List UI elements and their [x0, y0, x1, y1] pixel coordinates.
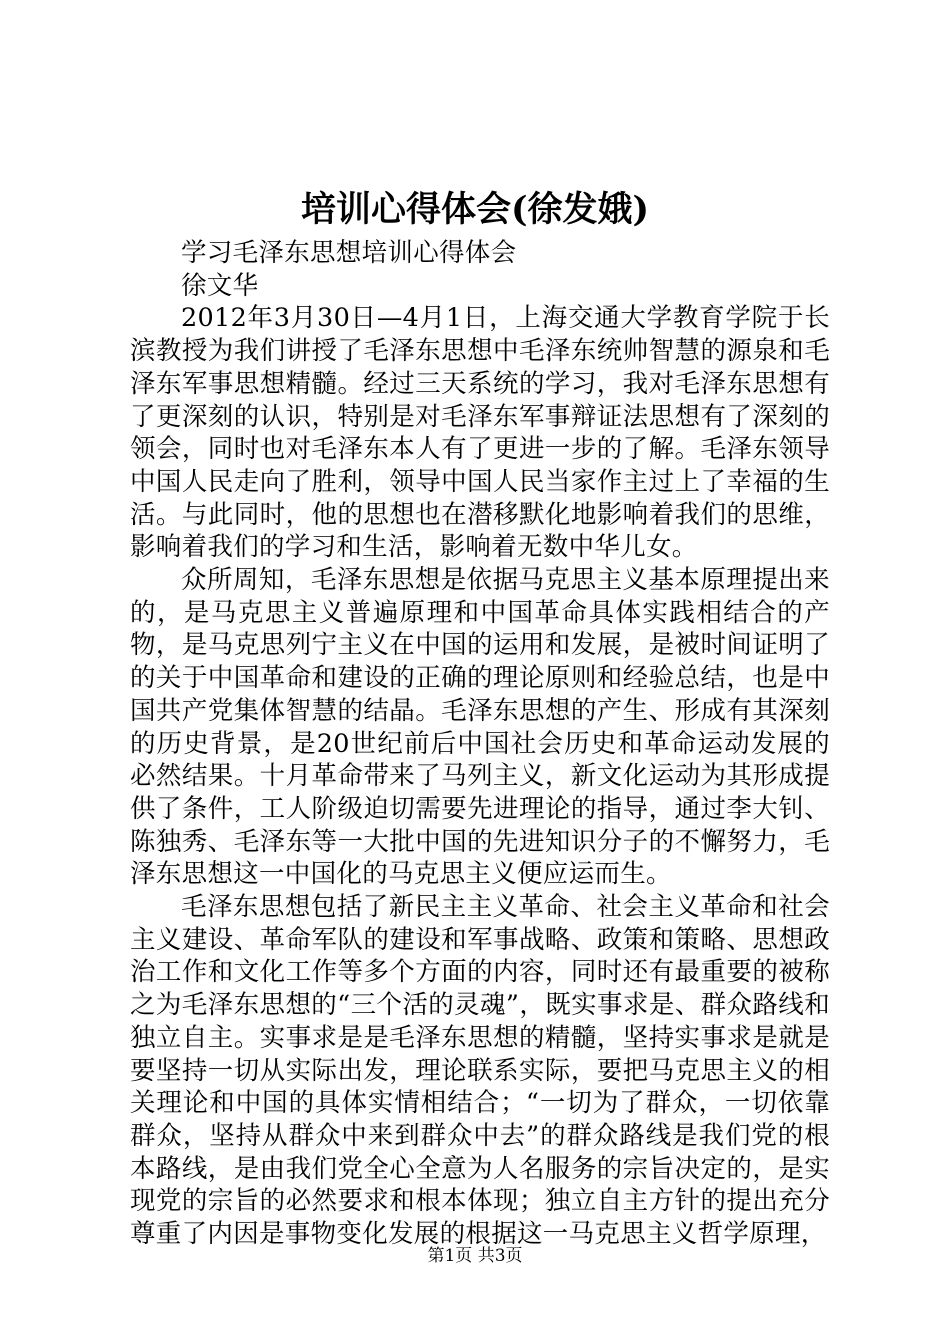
document-title: 培训心得体会(徐发娥) — [300, 189, 650, 230]
document-author: 徐文华 — [181, 270, 259, 301]
paragraph-3: 毛泽东思想包括了新民主主义革命、社会主义革命和社会主义建设、革命军队的建设和军事战略、政策和策略、思想政治工作和文化工作等多个方面的内容，同时还有最重要的被称之为毛泽东思想的“三个活的灵魂”，既实事求是、群众路线和独立自主。实事求是是毛泽东思想的精髓，坚持实事求是就是要坚持一切从实际出发，理论联系实际，要把马克思主义的相关理论和中国的具体实情相结合；“一切为了群众，一切依靠群众，坚持从群众中来到群众中去”的群众路线是我们党的根本路线，是由我们党全心全意为人名服务的宗旨决定的，是实现党的宗旨的必然要求和根本体现；独立自主方针的提出充分尊重了内因是事物变化发展的根据这一马克思主义哲学原理， — [130, 892, 830, 1250]
paragraph-2: 众所周知，毛泽东思想是依据马克思主义基本原理提出来的，是马克思主义普遍原理和中国革命具体实践相结合的产物，是马克思列宁主义在中国的运用和发展，是被时间证明了的关于中国革命和建设的正确的理论原则和经验总结，也是中国共产党集体智慧的结晶。毛泽东思想的产生、形成有其深刻的历史背景，是20世纪前后中国社会历史和革命运动发展的必然结果。十月革命带来了马列主义，新文化运动为其形成提供了条件，工人阶级迫切需要先进理论的指导，通过李大钊、陈独秀、毛泽东等一大批中国的先进知识分子的不懈努力，毛泽东思想这一中国化的马克思主义便应运而生。 — [130, 565, 830, 890]
paragraph-1: 2012年3月30日—4月1日，上海交通大学教育学院于长滨教授为我们讲授了毛泽东思想中毛泽东统帅智慧的源泉和毛泽东军事思想精髓。经过三天系统的学习，我对毛泽东思想有了更深刻的认识，特别是对毛泽东军事辩证法思想有了深刻的领会，同时也对毛泽东本人有了更进一步的了解。毛泽东领导中国人民走向了胜利，领导中国人民当家作主过上了幸福的生活。与此同时，他的思想也在潜移默化地影响着我们的思维，影响着我们的学习和生活，影响着无数中华儿女。 — [130, 303, 830, 563]
document-subtitle: 学习毛泽东思想培训心得体会 — [181, 238, 517, 268]
page-footer: 第1页 共3页 — [427, 1246, 523, 1266]
document-body — [130, 237, 830, 1251]
